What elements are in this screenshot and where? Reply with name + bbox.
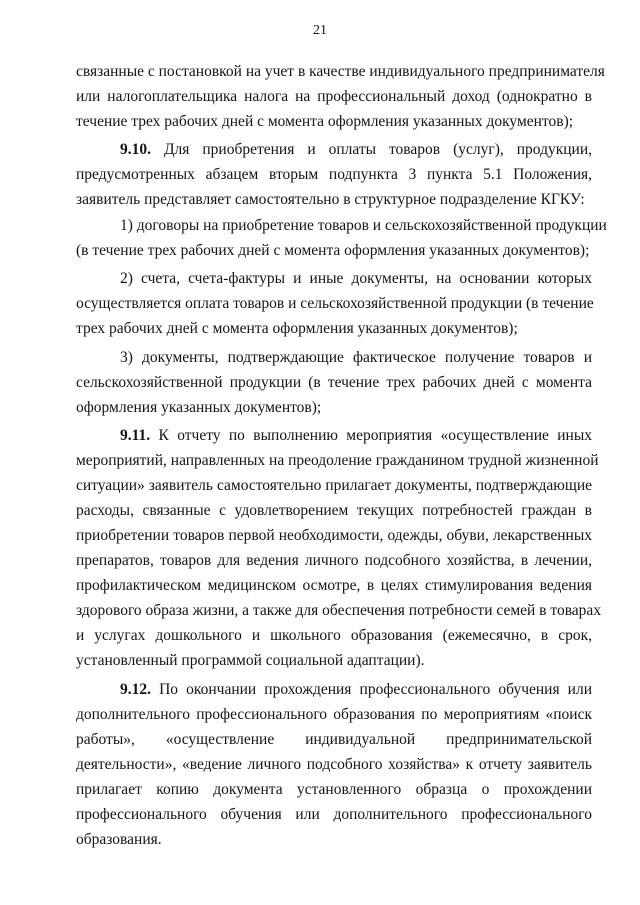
list-item-1: 1) договоры на приобретение товаров и сельскохозяйственной продукции: [120, 217, 607, 234]
text-line: деятельности», «ведение личного подсобного хозяйства» к отчету заявитель: [76, 756, 592, 773]
text-line: предусмотренных абзацем вторым подпункта 3 пункта 5.1 Положения,: [76, 166, 592, 183]
text-line: Для приобретения и оплаты товаров (услуг), продукции,: [163, 141, 593, 158]
text-line: сельскохозяйственной продукции (в течение трех рабочих дней с момента: [76, 374, 592, 391]
text-line: связанные с постановкой на учет в качестве индивидуального предпринимателя: [76, 63, 605, 80]
clause-number: 9.12.: [120, 681, 151, 698]
text-line: препаратов, товаров для ведения личного подсобного хозяйства, в лечении,: [76, 552, 592, 569]
list-item-2: 2) счета, счета-фактуры и иные документы, на основании которых: [120, 270, 592, 287]
text-line: профилактическом медицинском осмотре, в целях стимулирования ведения: [76, 577, 592, 594]
text-line: работы», «осуществление индивидуальной предпринимательской: [76, 731, 592, 748]
text-line: расходы, связанные с удовлетворением текущих потребностей граждан в: [76, 502, 592, 519]
text-line: осуществляется оплата товаров и сельскохозяйственной продукции (в течение: [76, 295, 594, 312]
list-item-3: 3) документы, подтверждающие фактическое получение товаров и: [120, 349, 592, 366]
text-line: трех рабочих дней с момента оформления указанных документов);: [76, 320, 518, 337]
text-line: прилагает копию документа установленного образца о прохождении: [76, 781, 592, 798]
clause-number: 9.10.: [120, 141, 151, 158]
clause-number: 9.11.: [120, 427, 151, 444]
text-line: образования.: [76, 831, 162, 848]
text-line: или налогоплательщика налога на профессиональный доход (однократно в: [76, 88, 592, 105]
text-line: оформления указанных документов);: [76, 399, 322, 416]
text-line: (в течение трех рабочих дней с момента оформления указанных документов);: [76, 242, 590, 259]
text-line: течение трех рабочих дней с момента оформления указанных документов);: [76, 113, 574, 130]
text-line: ситуации» заявитель самостоятельно прилагает документы, подтверждающие: [76, 477, 592, 494]
text-line: заявитель представляет самостоятельно в структурное подразделение КГКУ:: [76, 191, 585, 208]
text-line: По окончании прохождения профессионального обучения или: [159, 681, 592, 698]
text-line: и услугах дошкольного и школьного образования (ежемесячно, в срок,: [76, 627, 592, 644]
page-number: 21: [313, 23, 327, 38]
paragraph-9-10-first-line: [120, 140, 592, 160]
text-line: приобретении товаров первой необходимости, одежды, обуви, лекарственных: [76, 527, 592, 544]
paragraph-9-12-first-line: [120, 680, 592, 700]
text-line: здорового образа жизни, а также для обеспечения потребности семей в товарах: [76, 602, 602, 619]
text-line: мероприятий, направленных на преодоление гражданином трудной жизненной: [76, 452, 599, 469]
text-line: дополнительного профессионального образования по мероприятиям «поиск: [76, 706, 592, 723]
paragraph-9-11-first-line: [120, 426, 592, 446]
text-line: профессионального обучения или дополнительного профессионального: [76, 806, 592, 823]
text-line: К отчету по выполнению мероприятия «осуществление иных: [158, 427, 592, 444]
text-line: установленный программой социальной адаптации).: [76, 652, 425, 669]
